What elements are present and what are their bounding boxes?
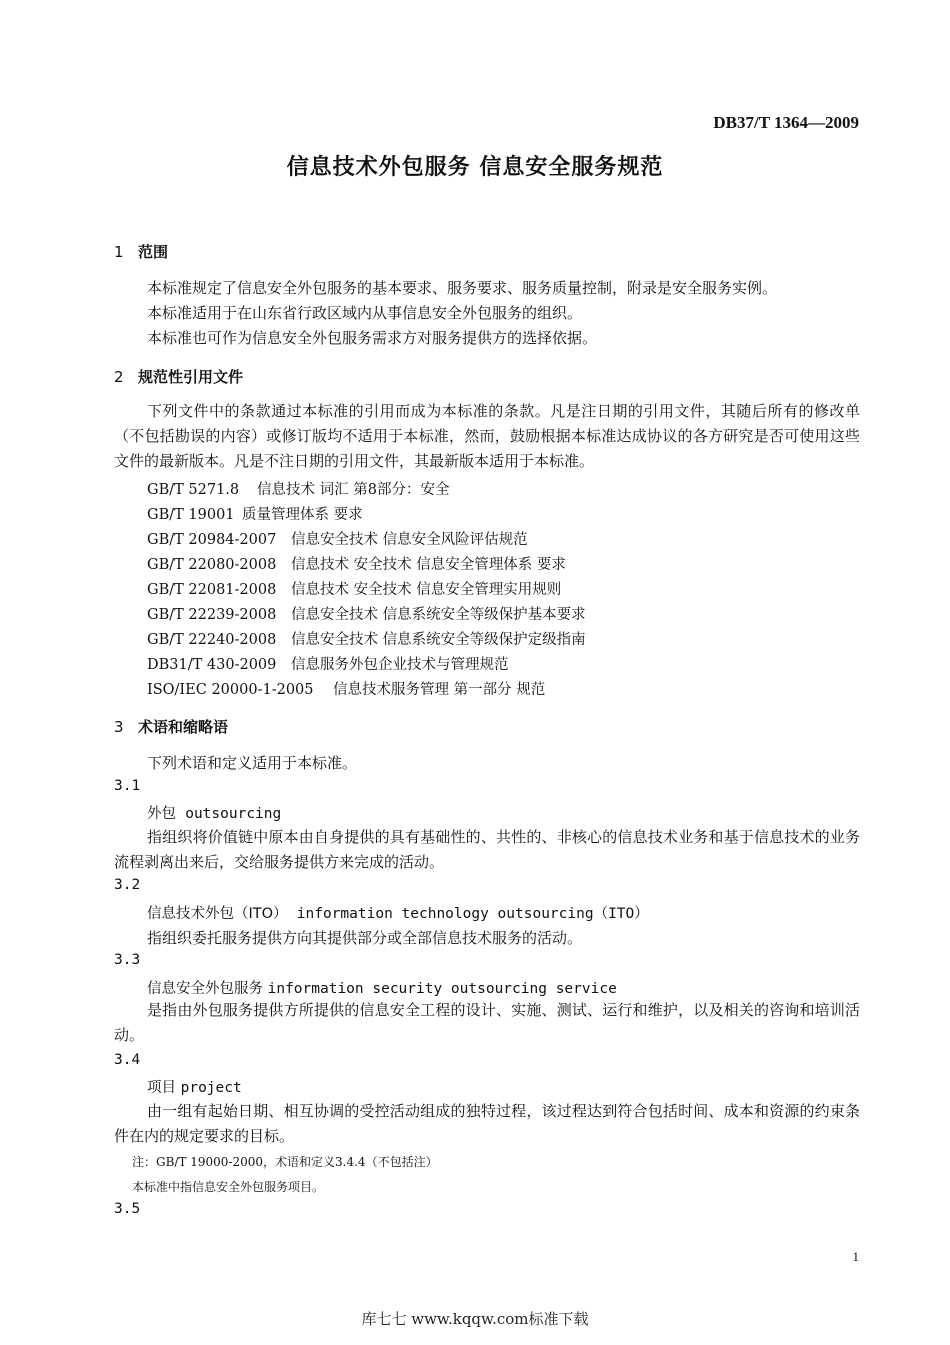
page-number: 1 — [852, 1249, 859, 1264]
reference-code: GB/T 22240-2008 — [147, 632, 277, 648]
section-2-heading — [114, 366, 243, 387]
term-zh: 信息安全外包服务 — [147, 981, 263, 997]
clause-number: 3.3 — [114, 952, 141, 968]
clause-number: 3.5 — [114, 1201, 141, 1217]
term-en: project — [180, 1080, 242, 1096]
term-en: outsourcing — [185, 806, 282, 822]
term-zh: 项目 — [147, 1080, 176, 1096]
reference-code: GB/T 5271.8 — [147, 482, 240, 498]
reference-code: ISO/IEC 20000-1-2005 — [147, 682, 314, 698]
document-title: 信息技术外包服务 信息安全服务规范 — [286, 155, 664, 180]
section-number: 1 — [114, 243, 124, 261]
paragraph: 下列术语和定义适用于本标准。 — [147, 754, 358, 772]
reference-item — [147, 553, 566, 574]
standard-number: DB37/T 1364—2009 — [713, 113, 859, 132]
reference-title: 信息安全技术 信息安全风险评估规范 — [291, 532, 528, 548]
clause-number: 3.1 — [114, 778, 141, 794]
reference-code: GB/T 22080-2008 — [147, 557, 277, 573]
reference-code: GB/T 22081-2008 — [147, 582, 277, 598]
reference-item — [147, 628, 586, 649]
term-heading — [147, 1076, 242, 1097]
reference-item — [147, 478, 449, 499]
reference-title: 信息技术 词汇 第8部分：安全 — [257, 482, 450, 498]
reference-item — [147, 678, 545, 699]
term-heading — [147, 902, 649, 923]
term-definition: 指组织委托服务提供方向其提供部分或全部信息技术服务的活动。 — [147, 929, 583, 947]
paragraph: 本标准适用于在山东省行政区域内从事信息安全外包服务的组织。 — [147, 304, 583, 322]
section-number: 3 — [114, 718, 124, 736]
reference-title: 信息技术服务管理 第一部分 规范 — [333, 682, 546, 698]
section-title: 规范性引用文件 — [138, 368, 244, 386]
section-number: 2 — [114, 368, 124, 386]
term-zh: 外包 — [147, 806, 176, 822]
section-title: 范围 — [138, 243, 169, 261]
reference-code: GB/T 19001 — [147, 507, 235, 523]
term-definition: 是指由外包服务提供方所提供的信息安全工程的设计、实施、测试、运行和维护，以及相关的咨询和培训活动。 — [114, 1001, 860, 1044]
paragraph: 本标准规定了信息安全外包服务的基本要求、服务要求、服务质量控制，附录是安全服务实例。 — [147, 279, 778, 297]
reference-item — [147, 503, 363, 524]
reference-code: DB31/T 430-2009 — [147, 657, 277, 673]
reference-item — [147, 653, 509, 674]
reference-code: GB/T 20984-2007 — [147, 532, 277, 548]
note: 注：GB/T 19000-2000，术语和定义3.4.4（不包括注） — [132, 1155, 438, 1169]
term-heading — [147, 977, 617, 998]
reference-title: 质量管理体系 要求 — [242, 507, 363, 523]
paragraph: 本标准也可作为信息安全外包服务需求方对服务提供方的选择依据。 — [147, 329, 598, 347]
section-3-heading — [114, 716, 228, 737]
term-definition: 指组织将价值链中原本由自身提供的具有基础性的、共性的、非核心的信息技术业务和基于信息技术的业务流程剥离出来后，交给服务提供方来完成的活动。 — [114, 828, 860, 871]
reference-title: 信息技术 安全技术 信息安全管理体系 要求 — [291, 557, 566, 573]
note-text: 本标准中指信息安全外包服务项目。 — [132, 1180, 325, 1194]
term-en: information security outsourcing service — [267, 981, 617, 997]
reference-title: 信息服务外包企业技术与管理规范 — [291, 657, 509, 673]
section-1-heading — [114, 241, 168, 262]
footer-watermark: 库七七 www.kqqw.com标准下载 — [361, 1310, 589, 1328]
reference-title: 信息安全技术 信息系统安全等级保护定级指南 — [291, 632, 586, 648]
reference-title: 信息技术 安全技术 信息安全管理实用规则 — [291, 582, 562, 598]
term-definition: 由一组有起始日期、相互协调的受控活动组成的独特过程，该过程达到符合包括时间、成本和资源的约束条件在内的规定要求的目标。 — [114, 1102, 860, 1145]
section-title: 术语和缩略语 — [138, 718, 229, 736]
reference-title: 信息安全技术 信息系统安全等级保护基本要求 — [291, 607, 586, 623]
term-zh: 信息技术外包（ITO） — [147, 906, 288, 922]
paragraph: 下列文件中的条款通过本标准的引用而成为本标准的条款。凡是注日期的引用文件，其随后所有的修改单（不包括勘误的内容）或修订版均不适用于本标准，然而，鼓励根据本标准达成协议的各方研究是否可使用这些文件的最新版本。凡是不注日期的引用文件，其最新版本适用于本标准。 — [114, 402, 860, 470]
reference-code: GB/T 22239-2008 — [147, 607, 277, 623]
term-heading — [147, 802, 281, 823]
reference-item — [147, 528, 528, 549]
clause-number: 3.4 — [114, 1052, 141, 1068]
term-en: information technology outsourcing（ITO） — [296, 906, 649, 922]
reference-item — [147, 603, 586, 624]
reference-item — [147, 578, 561, 599]
clause-number: 3.2 — [114, 877, 141, 893]
